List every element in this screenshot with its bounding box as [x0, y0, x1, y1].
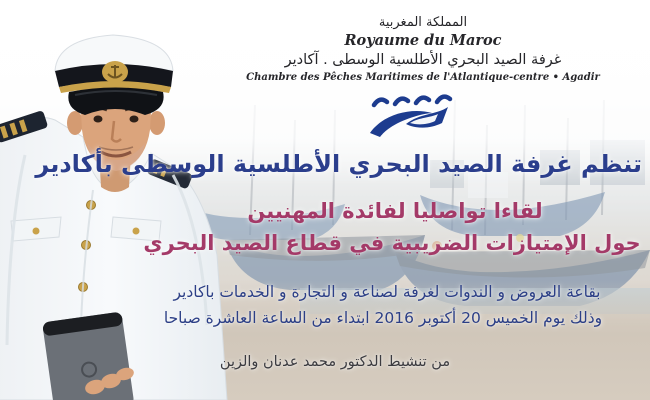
chamber-name-arabic: غرفة الصيد البحري الأطلسية الوسطى . آكادير	[284, 52, 562, 68]
country-name-arabic: المملكة المغربية	[378, 15, 468, 30]
venue-line: بقاعة العروض و الندوات لغرفة لصناعة و التجارة و الخدمات باكادير	[173, 283, 601, 301]
letterhead	[208, 14, 638, 85]
waves-logo-icon	[366, 93, 468, 143]
country-name-french: Royaume du Maroc	[344, 32, 502, 49]
chamber-name-french: Chambre des Pêches Maritimes de l'Atlantique-centre • Agadir	[246, 72, 600, 83]
organizer-line: تنظم غرفة الصيد البحري الأطلسية الوسطى بأكادير	[35, 150, 642, 178]
event-title-line1: لقاءا تواصليا لفائدة المهنيين	[247, 199, 543, 223]
facilitator-line: من تنشيط الدكتور محمد عدنان والزين	[219, 354, 451, 370]
event-title-line2: حول الإمتيازات الضريبية في قطاع الصيد البحري	[143, 231, 641, 255]
date-time-line: وذلك يوم الخميس 20 أكتوبر 2016 ابتداء من الساعة العاشرة صباحا	[163, 309, 603, 327]
officer-cap	[55, 35, 173, 115]
